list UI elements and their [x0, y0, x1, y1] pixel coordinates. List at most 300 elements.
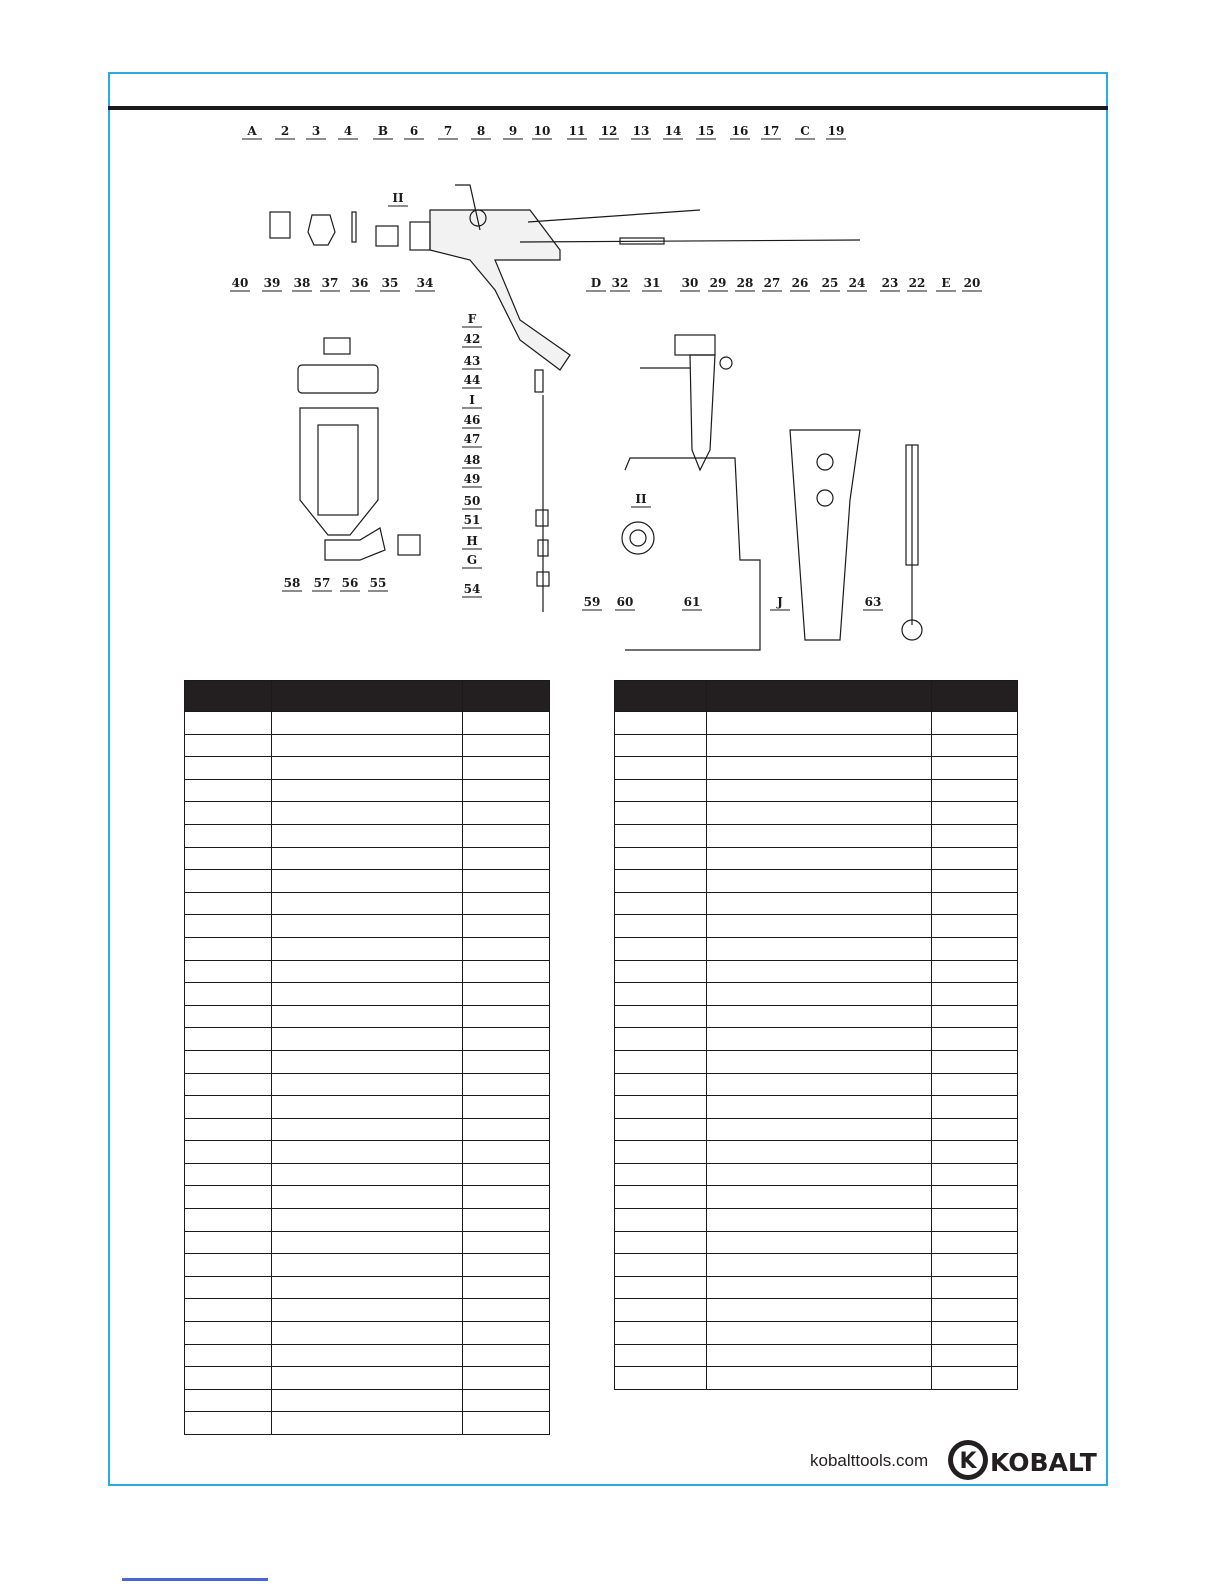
table-cell: [707, 1186, 932, 1209]
part-label: 12: [600, 124, 618, 138]
table-cell: [707, 983, 932, 1006]
part-label: 2: [280, 124, 290, 138]
table-cell: [707, 847, 932, 870]
table-row: [615, 1322, 1018, 1345]
table-cell: [707, 870, 932, 893]
table-cell: [185, 937, 272, 960]
part-label: 58: [283, 576, 301, 590]
table-row: [615, 1344, 1018, 1367]
table-cell: [931, 870, 1017, 893]
table-row: [185, 1096, 550, 1119]
table-row: [615, 1209, 1018, 1232]
table-cell: [707, 1073, 932, 1096]
part-label: 6: [409, 124, 419, 138]
table-cell: [615, 1005, 707, 1028]
table-row: [615, 1005, 1018, 1028]
table-cell: [463, 1050, 550, 1073]
part-label: 46: [463, 413, 481, 427]
table-cell: [185, 1276, 272, 1299]
table-row: [615, 1231, 1018, 1254]
table-row: [185, 1163, 550, 1186]
table-cell: [615, 915, 707, 938]
table-cell: [707, 937, 932, 960]
table-row: [185, 870, 550, 893]
part-label: 7: [443, 124, 453, 138]
table-cell: [707, 1276, 932, 1299]
table-cell: [463, 1163, 550, 1186]
part-label: 23: [881, 276, 899, 290]
table-row: [615, 1073, 1018, 1096]
table-cell: [463, 1299, 550, 1322]
part-label: 54: [463, 582, 481, 596]
table-cell: [615, 1028, 707, 1051]
table-cell: [271, 983, 463, 1006]
part-label: 49: [463, 472, 481, 486]
table-cell: [615, 779, 707, 802]
table-cell: [271, 1254, 463, 1277]
part-label: J: [777, 595, 783, 609]
table-cell: [707, 1344, 932, 1367]
table-cell: [707, 1050, 932, 1073]
header-cell: [707, 681, 932, 712]
table-cell: [271, 1209, 463, 1232]
table-cell: [463, 1276, 550, 1299]
table-cell: [931, 892, 1017, 915]
part-label: 11: [568, 124, 586, 138]
table-cell: [463, 1141, 550, 1164]
table-cell: [271, 779, 463, 802]
table-cell: [463, 1005, 550, 1028]
table-cell: [463, 960, 550, 983]
table-cell: [615, 1073, 707, 1096]
table-row: [615, 892, 1018, 915]
table-cell: [185, 1231, 272, 1254]
table-row: [185, 1367, 550, 1390]
table-cell: [185, 847, 272, 870]
table-row: [615, 1186, 1018, 1209]
table-row: [185, 1299, 550, 1322]
table-cell: [185, 1163, 272, 1186]
table-cell: [615, 1231, 707, 1254]
table-cell: [463, 892, 550, 915]
table-cell: [707, 824, 932, 847]
table-cell: [931, 1344, 1017, 1367]
brand-name: KOBALT: [990, 1448, 1097, 1477]
table-cell: [615, 960, 707, 983]
table-row: [185, 1141, 550, 1164]
table-cell: [463, 1186, 550, 1209]
table-cell: [271, 824, 463, 847]
part-label: 15: [697, 124, 715, 138]
table-row: [615, 779, 1018, 802]
part-label: 51: [463, 513, 481, 527]
table-cell: [463, 779, 550, 802]
part-label: 3: [311, 124, 321, 138]
table-cell: [271, 734, 463, 757]
table-cell: [707, 1163, 932, 1186]
table-cell: [615, 1209, 707, 1232]
exploded-parts-diagram: [0, 0, 1225, 680]
table-cell: [271, 1118, 463, 1141]
part-label: 26: [791, 276, 809, 290]
table-cell: [707, 1096, 932, 1119]
table-row: [185, 915, 550, 938]
table-row: [615, 712, 1018, 735]
table-cell: [185, 1096, 272, 1119]
table-cell: [185, 1322, 272, 1345]
table-cell: [271, 960, 463, 983]
part-label: 44: [463, 373, 481, 387]
table-cell: [931, 1118, 1017, 1141]
table-row: [185, 1209, 550, 1232]
table-row: [615, 757, 1018, 780]
table-cell: [931, 847, 1017, 870]
table-cell: [463, 712, 550, 735]
table-row: [185, 983, 550, 1006]
part-label: 43: [463, 354, 481, 368]
table-cell: [931, 1367, 1017, 1390]
table-row: [615, 983, 1018, 1006]
table-cell: [615, 1299, 707, 1322]
part-label: 4: [343, 124, 353, 138]
table-cell: [931, 1186, 1017, 1209]
table-cell: [615, 937, 707, 960]
table-cell: [931, 1322, 1017, 1345]
table-cell: [271, 1322, 463, 1345]
table-cell: [185, 1073, 272, 1096]
table-row: [185, 824, 550, 847]
table-row: [185, 1186, 550, 1209]
part-label: 55: [369, 576, 387, 590]
table-header: [615, 681, 1018, 712]
table-row: [615, 824, 1018, 847]
table-cell: [271, 1073, 463, 1096]
table-cell: [463, 1209, 550, 1232]
table-cell: [271, 847, 463, 870]
part-label: II: [392, 191, 404, 205]
table-cell: [271, 1389, 463, 1412]
table-header: [185, 681, 550, 712]
table-cell: [931, 734, 1017, 757]
table-cell: [615, 847, 707, 870]
table-cell: [931, 1163, 1017, 1186]
table-row: [185, 712, 550, 735]
table-cell: [271, 1028, 463, 1051]
table-row: [615, 1276, 1018, 1299]
table-cell: [931, 802, 1017, 825]
table-cell: [615, 824, 707, 847]
part-label: E: [941, 276, 951, 290]
part-label: 20: [963, 276, 981, 290]
table-row: [185, 1322, 550, 1345]
table-cell: [931, 983, 1017, 1006]
table-cell: [615, 1096, 707, 1119]
table-cell: [707, 1141, 932, 1164]
table-cell: [615, 1186, 707, 1209]
table-cell: [271, 1096, 463, 1119]
part-label: 48: [463, 453, 481, 467]
table-cell: [931, 1073, 1017, 1096]
table-cell: [185, 1186, 272, 1209]
table-cell: [185, 1118, 272, 1141]
table-cell: [463, 1231, 550, 1254]
table-cell: [615, 712, 707, 735]
table-row: [185, 1050, 550, 1073]
table-cell: [931, 1050, 1017, 1073]
table-row: [185, 1412, 550, 1435]
part-label: 60: [616, 595, 634, 609]
table-row: [185, 1073, 550, 1096]
part-label: C: [800, 124, 810, 138]
part-label: 10: [533, 124, 551, 138]
table-cell: [707, 1367, 932, 1390]
table-cell: [615, 1344, 707, 1367]
header-cell: [185, 681, 272, 712]
table-cell: [615, 1118, 707, 1141]
table-row: [185, 937, 550, 960]
table-cell: [185, 824, 272, 847]
table-row: [185, 1028, 550, 1051]
table-cell: [271, 1186, 463, 1209]
table-cell: [185, 1209, 272, 1232]
table-cell: [271, 1231, 463, 1254]
part-label: 19: [827, 124, 845, 138]
table-row: [615, 1050, 1018, 1073]
table-cell: [185, 1005, 272, 1028]
table-cell: [615, 734, 707, 757]
part-label: 29: [709, 276, 727, 290]
table-row: [615, 1028, 1018, 1051]
part-label: 40: [231, 276, 249, 290]
table-cell: [463, 1073, 550, 1096]
part-label: 56: [341, 576, 359, 590]
table-row: [185, 1005, 550, 1028]
table-cell: [707, 802, 932, 825]
table-cell: [931, 1028, 1017, 1051]
part-label: 50: [463, 494, 481, 508]
header-cell: [463, 681, 550, 712]
table-cell: [271, 1299, 463, 1322]
part-label: 35: [381, 276, 399, 290]
kobalt-logo: [946, 1438, 1111, 1482]
table-row: [185, 779, 550, 802]
table-cell: [931, 824, 1017, 847]
table-cell: [707, 1005, 932, 1028]
table-row: [615, 1163, 1018, 1186]
page-scroll-indicator[interactable]: [122, 1578, 268, 1581]
part-label: 63: [864, 595, 882, 609]
table-cell: [463, 1344, 550, 1367]
table-cell: [271, 1163, 463, 1186]
table-cell: [615, 1141, 707, 1164]
table-row: [615, 915, 1018, 938]
table-cell: [615, 1276, 707, 1299]
table-cell: [615, 802, 707, 825]
table-row: [185, 734, 550, 757]
table-cell: [271, 915, 463, 938]
table-cell: [271, 802, 463, 825]
table-cell: [271, 1050, 463, 1073]
table-row: [615, 1254, 1018, 1277]
table-cell: [185, 915, 272, 938]
parts-table-left: [184, 680, 550, 1435]
part-label: 14: [664, 124, 682, 138]
part-label: 24: [848, 276, 866, 290]
table-cell: [931, 1209, 1017, 1232]
table-cell: [615, 1163, 707, 1186]
table-cell: [271, 937, 463, 960]
part-label: D: [590, 276, 602, 290]
table-row: [185, 1344, 550, 1367]
table-row: [185, 1254, 550, 1277]
table-cell: [931, 779, 1017, 802]
table-cell: [707, 734, 932, 757]
table-cell: [707, 892, 932, 915]
table-cell: [271, 1141, 463, 1164]
table-cell: [271, 870, 463, 893]
table-cell: [931, 1141, 1017, 1164]
table-cell: [707, 960, 932, 983]
table-cell: [615, 892, 707, 915]
table-row: [615, 734, 1018, 757]
table-cell: [185, 757, 272, 780]
table-cell: [707, 712, 932, 735]
table-row: [185, 1276, 550, 1299]
table-cell: [463, 824, 550, 847]
part-label: 8: [476, 124, 486, 138]
table-cell: [185, 734, 272, 757]
table-row: [615, 960, 1018, 983]
table-cell: [463, 847, 550, 870]
table-cell: [463, 1322, 550, 1345]
table-row: [185, 802, 550, 825]
table-cell: [463, 937, 550, 960]
table-row: [615, 1141, 1018, 1164]
table-cell: [185, 779, 272, 802]
part-label: 22: [908, 276, 926, 290]
part-label: 47: [463, 432, 481, 446]
table-cell: [707, 915, 932, 938]
table-cell: [271, 892, 463, 915]
part-label: 59: [583, 595, 601, 609]
table-cell: [271, 712, 463, 735]
table-cell: [185, 1389, 272, 1412]
table-row: [615, 937, 1018, 960]
table-cell: [931, 712, 1017, 735]
table-cell: [463, 1367, 550, 1390]
table-cell: [463, 915, 550, 938]
part-label: 31: [643, 276, 661, 290]
part-label: 42: [463, 332, 481, 346]
table-cell: [615, 983, 707, 1006]
table-cell: [185, 870, 272, 893]
header-cell: [615, 681, 707, 712]
parts-table-right: [614, 680, 1018, 1390]
table-cell: [615, 870, 707, 893]
table-cell: [707, 779, 932, 802]
table-cell: [931, 1254, 1017, 1277]
table-cell: [931, 937, 1017, 960]
table-cell: [931, 960, 1017, 983]
table-cell: [185, 1050, 272, 1073]
table-row: [615, 1299, 1018, 1322]
table-cell: [707, 1322, 932, 1345]
table-cell: [615, 1322, 707, 1345]
logo-letter: K: [959, 1449, 977, 1474]
table-cell: [463, 983, 550, 1006]
table-cell: [707, 757, 932, 780]
table-cell: [185, 1367, 272, 1390]
part-label: G: [466, 553, 478, 567]
table-cell: [185, 960, 272, 983]
part-label: 34: [416, 276, 434, 290]
table-cell: [271, 1412, 463, 1435]
footer-url[interactable]: kobalttools.com: [810, 1451, 929, 1470]
table-cell: [185, 1344, 272, 1367]
table-cell: [707, 1254, 932, 1277]
table-cell: [185, 1254, 272, 1277]
table-cell: [931, 1005, 1017, 1028]
table-cell: [185, 1299, 272, 1322]
table-cell: [463, 1118, 550, 1141]
table-row: [615, 870, 1018, 893]
table-cell: [185, 1141, 272, 1164]
part-label: 39: [263, 276, 281, 290]
part-label: II: [635, 492, 647, 506]
table-row: [185, 1118, 550, 1141]
table-cell: [931, 1096, 1017, 1119]
table-row: [185, 847, 550, 870]
table-cell: [271, 1344, 463, 1367]
header-cell: [271, 681, 463, 712]
part-label: 36: [351, 276, 369, 290]
table-cell: [271, 1367, 463, 1390]
part-label: 27: [763, 276, 781, 290]
part-label: 16: [731, 124, 749, 138]
part-label: 17: [762, 124, 780, 138]
table-cell: [185, 712, 272, 735]
table-cell: [185, 1028, 272, 1051]
table-cell: [615, 757, 707, 780]
part-label: 37: [321, 276, 339, 290]
part-label: I: [469, 393, 475, 407]
part-label: 32: [611, 276, 629, 290]
part-label: 30: [681, 276, 699, 290]
table-row: [615, 847, 1018, 870]
part-label: 57: [313, 576, 331, 590]
table-cell: [271, 1276, 463, 1299]
table-cell: [463, 1028, 550, 1051]
header-cell: [931, 681, 1017, 712]
table-row: [185, 960, 550, 983]
table-cell: [463, 1096, 550, 1119]
table-cell: [707, 1209, 932, 1232]
table-cell: [463, 1412, 550, 1435]
table-row: [615, 1118, 1018, 1141]
table-cell: [931, 1231, 1017, 1254]
table-cell: [707, 1299, 932, 1322]
table-row: [185, 1389, 550, 1412]
table-cell: [931, 915, 1017, 938]
table-cell: [707, 1231, 932, 1254]
table-cell: [463, 870, 550, 893]
part-label: 38: [293, 276, 311, 290]
table-cell: [707, 1118, 932, 1141]
table-row: [185, 757, 550, 780]
part-label: 61: [683, 595, 701, 609]
table-cell: [615, 1367, 707, 1390]
table-cell: [463, 757, 550, 780]
